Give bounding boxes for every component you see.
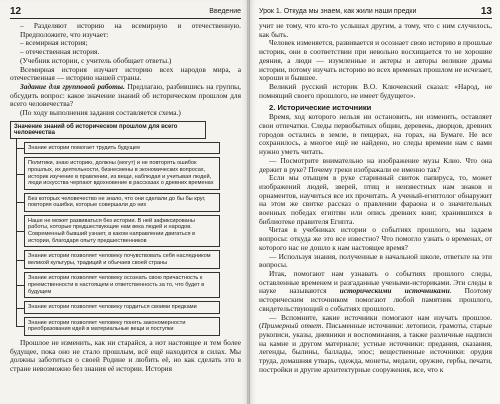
term: историческими источниками — [339, 286, 450, 296]
text-run: Итак, помогают нам узнавать о событиях прошлого следы, оставленные временем и разгаданные учеными-историками. Эти следы в науке называются — [259, 268, 492, 296]
paragraph: — Используя знания, полученные в начальной школе, ответьте на эти вопросы. — [259, 251, 492, 270]
section-title-right: Урок 1. Откуда мы знаем, как жили наши предки — [259, 7, 417, 15]
text-run: . Письменные источники: летописи, грамоты, старые рукописи, указы, дневники и воспоминания, а также различные надписи на камне и другом материале; устные источники: предания, сказания, легенды, былины, баллады, эпос; вещественные источники: орудия труда, домашняя утварь, одежда, монеты, медали, оружие, гербы, печати, постройки и другие архитектурные сооружения, все, что к — [259, 321, 492, 374]
diagram-node: Знание истории позволяет человеку осознать свою причастность к преемственности в настоящем и ответственность за то, что будет в будущем — [24, 272, 220, 298]
paragraph: (Учебник истории, с учитель обобщает ответы.) — [20, 55, 172, 65]
paragraph: Всемирная история изучает историю всех народов мира, а отечественная — историю нашей страны. — [10, 64, 241, 83]
paragraph: Великий русский историк В.О. Ключевский сказал: «Народ, не помнящий своего прошлого, не имеет будущего». — [259, 81, 492, 100]
paragraph: Человек изменяется, развивается и осознает свою историю в прошлые историк, они в соответствии при невольно восхищается то не хорошие деяния, а люди — изумленные и актеры и авторы великие драмы истории, потому изучать историю во всех временах прошлом не исчезает, хороши и бывшее. — [259, 38, 492, 83]
paragraph: учит не тому, что кто-то услышал другим, а тому, что с ним случилось, как быть. — [259, 21, 492, 39]
diagram-chart — [10, 142, 241, 336]
section-title-left: Введение — [209, 7, 241, 15]
paragraph — [259, 314, 492, 375]
diagram-node: Знание истории позволяет человеку гордиться своими предками — [24, 301, 220, 314]
list-item: – отечественная история. — [20, 48, 241, 57]
paragraph — [10, 83, 241, 109]
diagram-node: Наше не может развиваться без истории. В ней зафиксированы работы, которые предшествующие нам века людей и народов. Современный бывший узнает, в каком направлении двигаться в истории, благодаря опыту предшественников — [24, 215, 220, 247]
paragraph: (По ходу выполнения задания составляется схема.) — [20, 108, 181, 118]
page-number-left: 12 — [10, 5, 22, 17]
diagram-node: Политики, знаю историю, должны (могут) и не повторять ошибок прошлых, их деятельности, бизнесмены в экономических вопросах, историк изучение в правлении, из вещи, наблюдая и учитывая людей, люди искусства черпают вдохновение в рассказах о древних временах — [24, 157, 220, 189]
right-running-header — [259, 4, 492, 19]
paragraph: Читая в учебниках истории о событиях прошлого, мы задаем вопросы: откуда же это все известно? Что помогло узнать о временах, от которого нас не дошло к нам настоящее время? — [259, 225, 492, 252]
section-heading: 2. Исторические источники — [269, 103, 372, 113]
paragraph: Если мы отыщем в руке старинный свиток папируса, то, может изображений людей, зверей, птиц и неизвестных нам знаков и орнаментов, научиться все их прочитать. А ученый-египтолог обнаружит на этом же свитке рассказ о правлении фараона и о значительных военных победах египтян или опись древних книг, хранившихся в библиотеке правителя Египта. — [259, 173, 492, 226]
paragraph — [259, 270, 492, 314]
paragraph: Время, ход которого нельзя ни остановить, ни изменить, оставляет свои отпечатки. Следы первобытных общин, деревень, дворцов, древних городов остались в земле, в пещерах, на горах, на Бумаге. Не все сохранилось, а многое ещё не найдено, но следы времени нам с вами нужно уметь читать. — [259, 112, 492, 157]
chart-title: Значение знаний об историческом прошлом для всего человечества — [10, 121, 206, 139]
text-run: — Вспомните, какие источники помогают нам изучать прошлое. ( — [259, 312, 492, 331]
task-label: Задание для групповой работы. — [20, 81, 125, 91]
text-run: . Поэтому историческим источником помогают любой памятник прошлого, свидетельствующий о событиях прошлого. — [259, 286, 492, 313]
term: Примерный ответ — [261, 321, 322, 331]
list-item: – Разделяют историю на всемирную и отечественную. Предположите, что изучает: — [20, 22, 241, 39]
left-running-header — [10, 4, 241, 19]
diagram-connector-line — [16, 139, 17, 327]
paragraph: Прошлое не изменить, как ни старайся, а нот настоящее и тем более будущее, пока оно не стало прошлым, всё ещё находится в силах. Мы должны заботиться о своей Родине и любить её, но как сделать это в стране невозможно без знания её истории. История — [10, 338, 241, 374]
task-text: Предлагаю, разбившись на группы, обсудить вопрос: какое значение знаний об историческом прошлом для всего человечества? — [10, 81, 241, 109]
bullet-list — [10, 22, 241, 57]
diagram-node: Знание истории позволяет человеку почувствовать себя наследником великой культуры, традиций и обычаев своей страны — [24, 250, 220, 269]
right-page — [250, 0, 500, 404]
diagram-node: Знание истории позволяет человеку понять закономерности преобразования идей в материальные вещи и поступки — [24, 317, 220, 336]
diagram-node: Без которых человечество не знало, что они сделали до бы бы круг, повторяя ошибки, которые совершали до них — [24, 193, 220, 212]
page-number-right: 13 — [480, 5, 492, 17]
diagram-node: Знание истории помогает трудить будущее — [24, 142, 220, 155]
list-item: – всемирная история; — [20, 39, 241, 48]
paragraph: — Посмотрите внимательно на изображение музы Клио. Что она держит в руке? Почему греки изображали ее именно так? — [259, 155, 492, 174]
